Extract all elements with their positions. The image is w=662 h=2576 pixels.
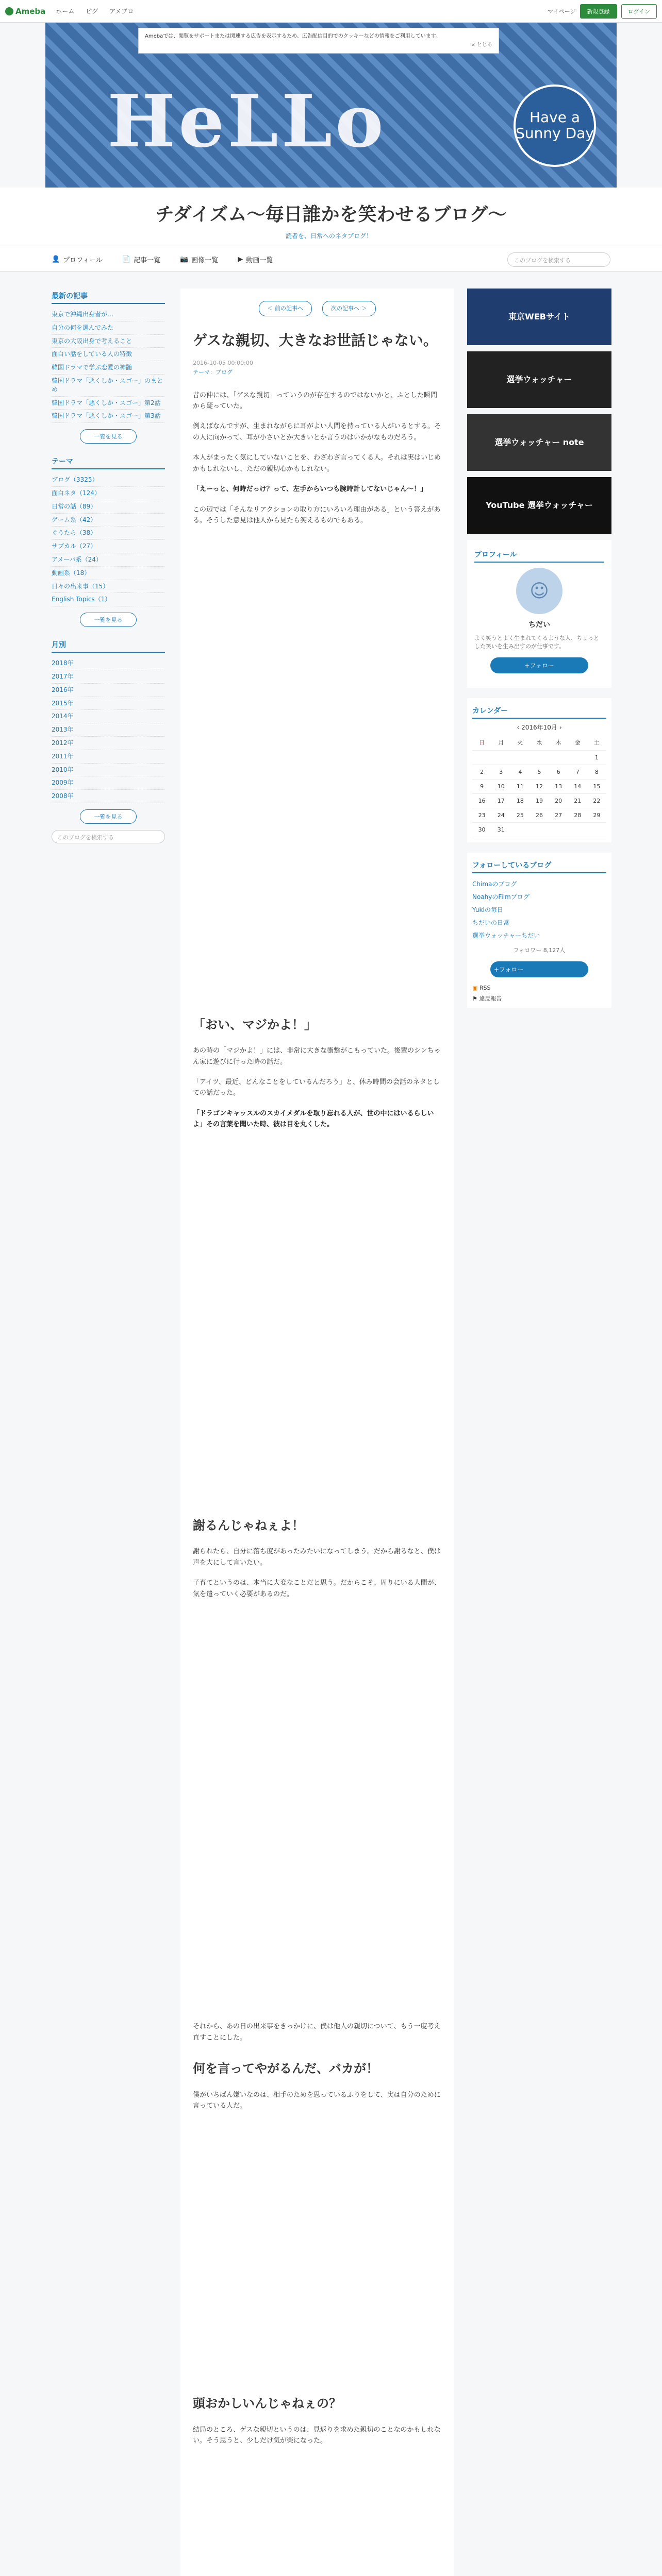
article-paragraph: 謝られたら、自分に落ち度があったみたいになってしまう。だから謝るなと、僕は声を大にして言いたい。 <box>193 1548 441 1567</box>
article-body-spacer <box>193 2121 441 2378</box>
article-heading: 「おい、マジかよ！」 <box>193 1017 317 1032</box>
calendar-day[interactable]: 13 <box>549 779 568 794</box>
right-sidebar <box>467 289 611 1008</box>
calendar-day[interactable]: 26 <box>529 808 549 823</box>
banner-senkyo-watcher[interactable]: 選挙ウォッチャー <box>467 351 611 408</box>
report-link[interactable]: ⚑ 違反報告 <box>472 995 502 1002</box>
article-paragraph: この辺では「そんなリアクションの取り方にいろいろ理由がある」という答えがある。そうした意見は他人から見たら笑えるものでもある。 <box>193 505 441 525</box>
top-nav-ameblo[interactable]: アメブロ <box>109 8 134 15</box>
calendar-day[interactable]: 23 <box>472 808 491 823</box>
weekday: 木 <box>549 735 568 751</box>
weekday: 金 <box>568 735 587 751</box>
calendar-day[interactable]: 15 <box>587 779 606 794</box>
recent-entry[interactable]: 韓国ドラマ「悪くしか・スゴー」第3話 <box>52 410 165 423</box>
theme-item[interactable]: サブカル（27） <box>52 540 165 553</box>
banner-tokyo-web[interactable]: 東京WEBサイト <box>467 289 611 345</box>
article-body-spacer <box>193 1609 441 2021</box>
calendar-day[interactable]: 9 <box>472 779 491 794</box>
camera-icon: 📷 <box>180 255 189 263</box>
header-sunny-badge: Have a Sunny Day <box>514 84 596 167</box>
calendar-day[interactable] <box>472 751 491 765</box>
top-nav-home[interactable]: ホーム <box>56 8 75 15</box>
theme-item[interactable]: アメーバ系（24） <box>52 553 165 567</box>
calendar-day[interactable]: 14 <box>568 779 587 794</box>
weekday: 火 <box>510 735 529 751</box>
archive-item[interactable]: 2018年 <box>52 657 165 670</box>
following-item[interactable]: 選挙ウォッチャーちだい <box>472 932 540 939</box>
profile-name[interactable]: ちだい <box>528 621 550 629</box>
article-quote: 「ドラゴンキャッスルのスカイメダルを取り忘れる人が、世の中にはいるらしいよ」その言葉を聞いた時、彼は目を丸くした。 <box>193 1109 434 1129</box>
theme-item[interactable]: ぐうたら（38） <box>52 527 165 540</box>
article-body-spacer <box>193 536 441 999</box>
weekday: 土 <box>587 735 606 751</box>
theme-item[interactable]: English Topics（1） <box>52 593 165 606</box>
recent-entry[interactable]: 韓国ドラマ「悪くしか・スゴー」のまとめ <box>52 375 165 397</box>
follow-button-bottom[interactable]: +フォロー <box>490 961 588 977</box>
calendar-day[interactable]: 20 <box>549 794 568 808</box>
flag-icon: ⚑ <box>472 995 479 1002</box>
left-sidebar <box>52 289 165 843</box>
calendar-week <box>472 794 606 808</box>
article-paragraph: それから、あの日の出来事をきっかけに、僕は他人の親切について、もう一度考え直すことにした。 <box>193 2023 441 2042</box>
calendar-day[interactable]: 22 <box>587 794 606 808</box>
calendar-day[interactable]: 5 <box>529 765 549 779</box>
calendar <box>467 698 611 842</box>
theme-item[interactable]: 日々の出来事（15） <box>52 580 165 594</box>
article-paragraph: 結局のところ、ゲスな親切というのは、見返りを求めた親切のことなのかもしれない。そう思うと、少しだけ気が楽になった。 <box>193 2426 441 2445</box>
profile-desc: よく笑うとよく生まれてくるような人、ちょっとした笑いを生み出すのが仕事です。 <box>474 635 599 650</box>
recent-entry[interactable]: 自分の何を選んでみた <box>52 321 165 335</box>
nav-entries[interactable]: 📄 記事一覧 <box>122 255 161 264</box>
following-item[interactable]: NoahyのFilmブログ <box>472 893 529 901</box>
calendar-weekdays <box>472 735 606 751</box>
weekday: 日 <box>472 735 491 751</box>
calendar-day[interactable]: 12 <box>529 779 549 794</box>
calendar-month: ‹ 2016年10月 › <box>517 724 562 731</box>
rss-link[interactable]: ▣ RSS <box>472 985 491 991</box>
cookie-notice <box>138 28 499 54</box>
theme-item[interactable]: 日常の話（89） <box>52 500 165 514</box>
calendar-day[interactable]: 7 <box>568 765 587 779</box>
calendar-day[interactable]: 24 <box>491 808 510 823</box>
article-pager <box>193 301 441 316</box>
theme-item[interactable]: 動画系（18） <box>52 567 165 580</box>
calendar-next-icon[interactable]: › <box>559 724 562 731</box>
prev-article-button[interactable]: ＜ 前の記事へ <box>259 301 312 316</box>
recent-entry[interactable]: 東京で沖縄出身者が… <box>52 308 165 321</box>
following-item[interactable]: ちだいの日常 <box>472 919 510 926</box>
calendar-day[interactable]: 8 <box>587 765 606 779</box>
article-heading: 何を言ってやがるんだ、バカが！ <box>193 2061 378 2076</box>
calendar-week <box>472 808 606 823</box>
theme-list <box>52 473 165 606</box>
top-nav-pigg[interactable]: ピグ <box>86 8 98 15</box>
article-heading: 謝るんじゃねぇよ！ <box>193 1518 304 1533</box>
calendar-day[interactable]: 27 <box>549 808 568 823</box>
ameba-icon <box>5 7 13 15</box>
calendar-day[interactable] <box>568 823 587 837</box>
archive-item[interactable]: 2011年 <box>52 750 165 764</box>
document-icon: 📄 <box>122 255 131 263</box>
calendar-day[interactable] <box>510 823 529 837</box>
article-paragraph: 「アイツ、最近、どんなことをしているんだろう」と、休み時間の会話のネタとしての話だった。 <box>193 1078 440 1097</box>
nav-search-input[interactable]: このブログを検索する <box>507 252 610 267</box>
ameba-logo[interactable]: Ameba <box>5 7 45 16</box>
calendar-day[interactable]: 21 <box>568 794 587 808</box>
nav-videos[interactable]: ▶ 動画一覧 <box>238 255 273 264</box>
archive-item[interactable]: 2010年 <box>52 764 165 777</box>
recent-more-button[interactable]: 一覧を見る <box>80 429 137 444</box>
calendar-week <box>472 765 606 779</box>
calendar-day[interactable]: 4 <box>510 765 529 779</box>
calendar-day[interactable] <box>549 751 568 765</box>
calendar-day[interactable]: 30 <box>472 823 491 837</box>
article-paragraph: 本人がまったく気にしていないことを、わざわざ言ってくる人。それは実はいじめかもしれないし、ただの親切心かもしれない。 <box>193 454 441 473</box>
archive-item[interactable]: 2017年 <box>52 670 165 684</box>
recent-entries-list <box>52 308 165 423</box>
calendar-day[interactable]: 29 <box>587 808 606 823</box>
follow-button[interactable]: +フォロー <box>490 657 588 673</box>
calendar-heading: カレンダー <box>472 703 606 719</box>
video-icon: ▶ <box>238 255 243 263</box>
follower-count: フォロワー 8,127人 <box>513 947 566 954</box>
article-title[interactable]: ゲスな親切、大きなお世話じゃない。 <box>193 332 438 349</box>
archive-item[interactable]: 2014年 <box>52 710 165 723</box>
archive-item[interactable]: 2008年 <box>52 790 165 803</box>
article-paragraph: あの時の「マジかよ！」には、非常に大きな衝撃がこもっていた。後輩のシンちゃん家に遊びに行った時の話だ。 <box>193 1047 441 1066</box>
recent-entry[interactable]: 面白い話をしている人の特徴 <box>52 348 165 361</box>
archive-list <box>52 657 165 803</box>
theme-more-button[interactable]: 一覧を見る <box>80 613 137 627</box>
blog-description <box>0 231 662 240</box>
calendar-day[interactable] <box>491 751 510 765</box>
calendar-day[interactable]: 3 <box>491 765 510 779</box>
article-paragraph: 例えばなんですが、生まれながらに耳がよい人間を持っている人がいるとする。その人に向かって、耳が小さいとか大きいとか言うのはいかがなものだろう。 <box>193 422 441 442</box>
article-heading: 頭おかしいんじゃねぇの？ <box>193 2396 341 2411</box>
blog-title-area <box>0 188 662 247</box>
archive-heading: 月別 <box>52 637 165 653</box>
calendar-week <box>472 751 606 765</box>
archive-item[interactable]: 2013年 <box>52 723 165 737</box>
article-theme[interactable]: テーマ：ブログ <box>193 369 233 376</box>
calendar-week <box>472 779 606 794</box>
calendar-day[interactable]: 2 <box>472 765 491 779</box>
cookie-notice-text: Amebaでは、閲覧をサポートまたは関連する広告を表示するため、広告配信目的でのクッキーなどの情報をご利用しています。 <box>145 33 441 39</box>
rss-icon: ▣ <box>472 985 479 991</box>
theme-item[interactable]: ブログ（3325） <box>52 473 165 487</box>
archive-item[interactable]: 2012年 <box>52 737 165 750</box>
calendar-day[interactable]: 19 <box>529 794 549 808</box>
blog-title[interactable]: チダイズム〜毎日誰かを笑わせるブログ〜 <box>155 204 507 225</box>
weekday: 月 <box>491 735 510 751</box>
calendar-day[interactable]: 25 <box>510 808 529 823</box>
article-paragraph: 子育てというのは、本当に大変なことだと思う。だからこそ、周りにいる人間が、気を遣っていく必要があるのだ。 <box>193 1579 441 1598</box>
calendar-day[interactable]: 18 <box>510 794 529 808</box>
nav-images[interactable]: 📷 画像一覧 <box>180 255 219 264</box>
calendar-day[interactable]: 17 <box>491 794 510 808</box>
profile-box <box>467 540 611 688</box>
calendar-day[interactable]: 28 <box>568 808 587 823</box>
next-article-button[interactable]: 次の記事へ ＞ <box>322 301 376 316</box>
blog-header-image <box>45 23 617 188</box>
calendar-week <box>472 823 606 837</box>
following-heading: フォローしているブログ <box>472 858 606 873</box>
calendar-day[interactable]: 31 <box>491 823 510 837</box>
recent-entry[interactable]: 韓国ドラマ「悪くしか・スゴー」第2話 <box>52 397 165 410</box>
weekday: 水 <box>529 735 549 751</box>
top-nav <box>56 7 143 15</box>
register-button[interactable]: 新規登録 <box>580 4 617 19</box>
login-button[interactable]: ログイン <box>621 4 657 19</box>
article-paragraph: 昔の仲には、「ゲスな親切」っていうのが存在するのではないかと、ふとした瞬間から疑っていた。 <box>193 391 437 411</box>
following-list <box>472 877 606 942</box>
calendar-day[interactable]: 6 <box>549 765 568 779</box>
profile-heading: プロフィール <box>474 547 604 563</box>
article-date: 2016-10-05 00:00:00 <box>193 360 253 367</box>
theme-item[interactable]: ゲーム系（42） <box>52 514 165 527</box>
article <box>180 289 454 2576</box>
archive-more-button[interactable]: 一覧を見る <box>80 809 137 824</box>
calendar-day[interactable]: 1 <box>587 751 606 765</box>
calendar-day[interactable] <box>529 823 549 837</box>
archive-item[interactable]: 2015年 <box>52 697 165 710</box>
top-bar <box>0 0 662 23</box>
archive-item[interactable]: 2009年 <box>52 776 165 790</box>
calendar-day[interactable]: 10 <box>491 779 510 794</box>
calendar-prev-icon[interactable]: ‹ <box>517 724 522 731</box>
calendar-day[interactable]: 16 <box>472 794 491 808</box>
following-item[interactable]: Yukiの毎日 <box>472 906 503 913</box>
calendar-day[interactable] <box>510 751 529 765</box>
avatar[interactable] <box>516 568 562 614</box>
article-quote: 「えーっと、何時だっけ？って、左手からいつも腕時計してないじゃん〜！」 <box>193 485 427 494</box>
my-page-link[interactable]: マイページ <box>547 8 576 15</box>
banner-note[interactable]: 選挙ウォッチャー note <box>467 414 611 471</box>
cookie-notice-close[interactable]: × とじる <box>471 42 492 48</box>
calendar-day[interactable] <box>529 751 549 765</box>
blog-desc-link[interactable]: 読者を、日常へのネタブログ！ <box>285 232 372 240</box>
calendar-day[interactable]: 11 <box>510 779 529 794</box>
blog-nav <box>0 247 662 272</box>
calendar-table <box>472 735 606 837</box>
theme-heading: テーマ <box>52 454 165 469</box>
article-body-spacer <box>193 1140 441 1500</box>
following-item[interactable]: Chimaのブログ <box>472 880 517 888</box>
nav-profile[interactable]: 👤 プロフィール <box>52 255 103 264</box>
calendar-day[interactable] <box>549 823 568 837</box>
recent-entries-heading: 最新の記事 <box>52 289 165 304</box>
header-hello-text: HeLLo <box>107 79 387 164</box>
theme-item[interactable]: 面白ネタ（124） <box>52 487 165 500</box>
calendar-day[interactable] <box>568 751 587 765</box>
archive-item[interactable]: 2016年 <box>52 684 165 697</box>
person-icon: 👤 <box>52 255 60 263</box>
following-box <box>467 853 611 1008</box>
article-paragraph: 僕がいちばん嫌いなのは、相手のためを思っているふりをして、実は自分のために言っている人だ。 <box>193 2091 441 2110</box>
recent-entry[interactable]: 東京の大阪出身で考えること <box>52 335 165 348</box>
recent-entry[interactable]: 韓国ドラマで学ぶ恋愛の神髄 <box>52 361 165 375</box>
calendar-day[interactable] <box>587 823 606 837</box>
avatar-icon: ☺ <box>529 580 549 602</box>
sidebar-search-input[interactable]: このブログを検索する <box>52 830 165 843</box>
banner-youtube[interactable]: YouTube 選挙ウォッチャー <box>467 477 611 534</box>
